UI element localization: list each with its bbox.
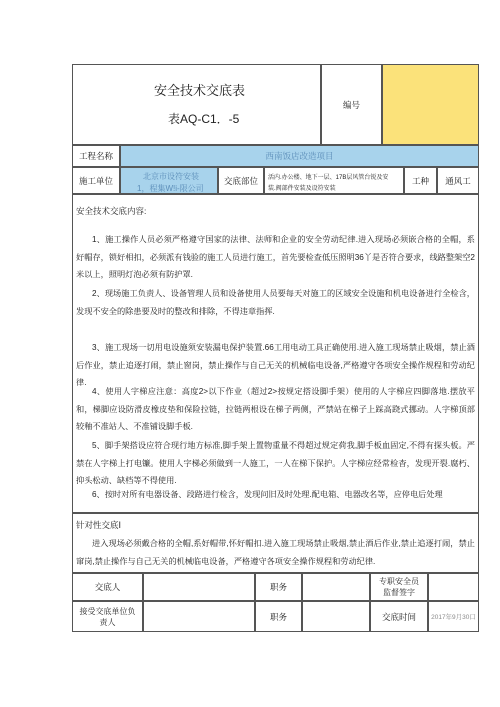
dept-label-cell [218, 167, 264, 194]
safety-briefing-form [72, 64, 479, 632]
content-heading: 安全技术交底内容: [76, 206, 147, 216]
content-item-6: 6、按时对所有电器设备、段路进行检含，发现问旧及时处理.配电箱、电器改名等，应停电后处理 [92, 490, 443, 499]
safety-officer-label-line1: 专职安全员 [379, 577, 419, 586]
receiver-signature-field[interactable] [143, 601, 255, 632]
form-title: 安全技术交底表 [154, 83, 246, 98]
safety-officer-label-cell [370, 573, 428, 601]
duty-label-1: 职务 [269, 582, 287, 592]
specific-heading: 针对性交底Ⅰ [76, 520, 122, 530]
content-item-3: 3、施工现场一切用电设施须安装漏电保护装置.66工用电动工具正确使用.进入施工现场禁止吸烟，禁止酒后作业，禁止追逐打闹，禁止窗岗，禁止操作与自己无关的机械临电设备,严格遵守各项安全操作规程和劳动纪律. [76, 343, 475, 388]
number-label-cell [321, 64, 382, 145]
unit-value-line1: 北京市设符安装 [143, 172, 199, 181]
duty-value-field-2[interactable] [302, 601, 370, 632]
duty-label-2: 职务 [269, 611, 287, 622]
dept-value-line2: 装.阀部件安装及设符安装 [268, 186, 336, 192]
form-code: 表AQ-C1．-5 [168, 112, 240, 126]
duty-label-cell-1 [255, 573, 302, 601]
date-label-cell [370, 601, 428, 632]
dept-value-field[interactable] [264, 167, 404, 194]
date-value: 2017年9月30口 [431, 614, 476, 621]
trade-label: 工种 [411, 175, 429, 186]
trade-label-cell [404, 167, 437, 194]
project-label-cell [72, 145, 120, 167]
project-name-field[interactable] [120, 145, 479, 167]
safety-officer-signature-field[interactable] [428, 573, 479, 601]
duty-label-cell-2 [255, 601, 302, 632]
unit-label-cell [72, 167, 120, 194]
content-item-4: 4、使用人字梯应注意：高度2>以下作业（超过2>按规定搭设脚手架）使用的人字梯应四脚落地.摆放平和，梯脚应设防滑皮橡皮垫和保险拉链，拉链两根设在梯子两侧，严禁站在梯子上踩高跷式挪动。人字梯顶部较釉不准站人、不准铺设脚手板. [76, 387, 475, 432]
safety-officer-label-line2: 监督签字 [383, 588, 415, 597]
dept-label: 交底部位 [223, 175, 258, 186]
handover-label: 交底人 [94, 582, 121, 592]
number-label: 编号 [342, 99, 360, 110]
content-item-2: 2、现场施工负责人、设备管理人员和设备使用人员要每天对施工的区域安全设施和机电设备进行全检含，发现不安全的除患要及时的整改和排除，不得违章指挥. [76, 289, 475, 316]
handover-signature-field[interactable] [143, 573, 255, 601]
trade-value-field[interactable] [437, 167, 479, 194]
content-item-5: 5、脚手架搭设应符合现行地方标准,脚手架上置物重量不得超过规定荷我,脚手板血固定,不得有探头板。严禁在人字梯上打电镰。使用人字梯必须做到一人施工，一人在梯下保护。人字梯应经常检杳，发现开裂.腐朽、抑头松动、缺档等不得使用. [76, 441, 475, 486]
dept-value-line1: 活内.办公楼、地下一层、17B层风管台锐及安 [268, 175, 389, 181]
receiver-label-line1: 接受交底单位负 [79, 606, 136, 616]
duty-value-field-1[interactable] [302, 573, 370, 601]
date-value-field[interactable] [428, 601, 479, 632]
unit-label: 施工单位 [78, 175, 113, 186]
project-name: 西南饭店改造项目 [265, 151, 334, 161]
project-label: 工程名称 [78, 151, 113, 161]
content-item-1: 1、施工操作人员必须严格遵守国家的法律、法师和企业的安全劳动纪律.进入现场必须嵌合格的全帽，系好帽存，锁好相扣，必须派有钱验的施工人员进行施工，首先要检查低压照明36丫是否符合要求，线路整架空2米以上，照明灯泡必须有防护罩. [76, 235, 475, 280]
unit-value-field[interactable] [120, 167, 218, 194]
date-label: 交底时间 [381, 611, 416, 622]
number-value-field[interactable] [382, 64, 479, 145]
title-cell [72, 64, 321, 145]
unit-value-line2: 1，程集W!i-限公司 [137, 184, 204, 193]
specific-text: 进入现场必须戴合格的全帽,系好帽带,怀好帽扣.进入施工现场禁止吸烟,禁止酒后作业,禁止追逐打闹，禁止窜岗,禁止操作与自己无关的机械临电设备，严格遵守各项安全操作规程和劳动纪律. [76, 539, 475, 566]
receiver-label-line2: 责人 [99, 617, 116, 627]
trade-value: 通风工 [445, 175, 471, 186]
receiver-label-cell [72, 601, 143, 632]
handover-label-cell [72, 573, 143, 601]
